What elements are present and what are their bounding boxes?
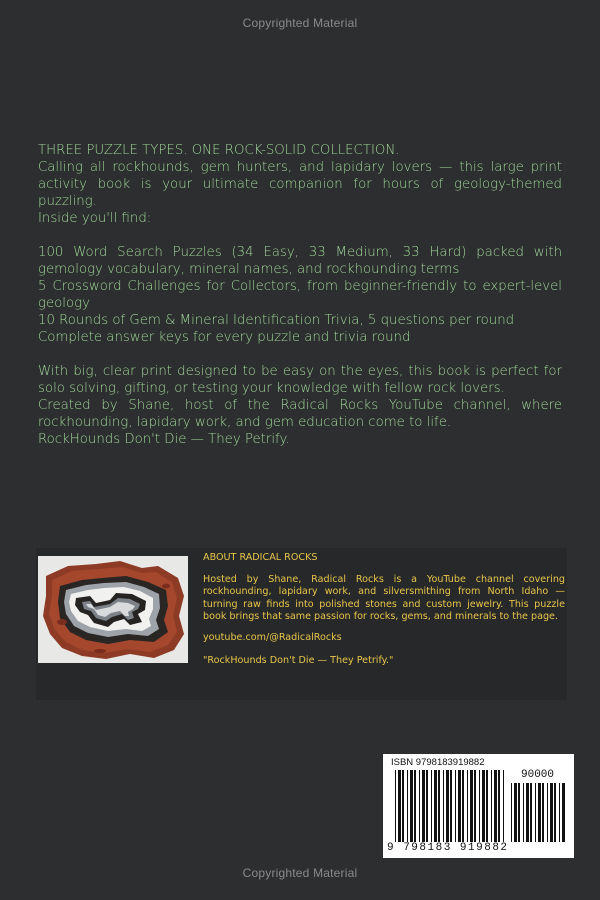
barcode-bar — [535, 783, 536, 842]
barcode-bar — [407, 770, 408, 842]
barcode-bar — [550, 783, 553, 842]
barcode-bar — [511, 783, 512, 842]
barcode-bar — [443, 770, 444, 842]
barcode-bar — [395, 770, 396, 842]
intro-paragraph: Calling all rockhounds, gem hunters, and lapidary lovers — this large print activity book is your ultimate companion for hours of geology-themed puzzling. — [38, 160, 562, 209]
barcode-bar — [503, 770, 504, 842]
barcode-bar — [446, 770, 449, 842]
about-description: Hosted by Shane, Radical Rocks is a YouTube channel covering rockhounding, lapidary work, and silversmithing from North Idaho — turning raw finds into polished stones and custom jewelry. This puzzle book brings that same passion for rocks, gems, and minerals to the page. — [203, 574, 565, 622]
about-section — [36, 548, 567, 700]
barcode-bar — [479, 770, 480, 842]
inside-label: Inside you'll find: — [38, 211, 152, 226]
barcode-bar — [455, 770, 456, 842]
barcode-bar — [434, 770, 437, 842]
about-heading: ABOUT RADICAL ROCKS — [203, 552, 318, 563]
barcode-bar — [547, 783, 548, 842]
barcode-bar — [530, 783, 532, 842]
isbn-barcode — [383, 754, 574, 858]
barcode-bar — [414, 770, 416, 842]
barcode-bar — [462, 770, 464, 842]
barcode-bar — [458, 770, 461, 842]
barcode-bar — [554, 783, 556, 842]
feature-trivia: 10 Rounds of Gem & Mineral Identification Trivia, 5 questions per round — [38, 313, 515, 328]
barcode-bar — [422, 770, 425, 842]
feature-answer-keys: Complete answer keys for every puzzle and trivia round — [38, 330, 411, 345]
barcode-bar — [438, 770, 440, 842]
polished-rock-slab-photo — [38, 556, 188, 663]
price-code: 90000 — [521, 769, 555, 781]
barcode-bar — [467, 770, 468, 842]
barcode-bar — [450, 770, 452, 842]
barcode-bar — [482, 770, 485, 842]
barcode-bar — [486, 770, 488, 842]
feature-crossword: 5 Crossword Challenges for Collectors, from beginner-friendly to expert-level geology — [38, 279, 562, 311]
isbn-digits: 9 798183 919882 — [387, 842, 509, 854]
barcode-bar — [562, 783, 565, 842]
barcode-bar — [523, 783, 524, 842]
tagline: RockHounds Don't Die — They Petrify. — [38, 432, 290, 447]
barcode-bar — [538, 783, 541, 842]
barcode-bar — [410, 770, 413, 842]
rock-slab-illustration — [38, 556, 188, 663]
copyright-watermark-top: Copyrighted Material — [242, 16, 358, 30]
about-quote: "RockHounds Don't Die — They Petrify." — [203, 655, 394, 667]
barcode-bar — [494, 770, 497, 842]
youtube-url: youtube.com/@RadicalRocks — [203, 632, 342, 644]
creator-paragraph: Created by Shane, host of the Radical Rocks YouTube channel, where rockhounding, lapidary work, and gem education come to life. — [38, 398, 562, 430]
barcode-bar — [491, 770, 492, 842]
closing-paragraph: With big, clear print designed to be easy on the eyes, this book is perfect for solo solving, gifting, or testing your knowledge with fellow rock lovers. — [38, 364, 562, 396]
barcode-bar — [474, 770, 476, 842]
spacer — [38, 346, 562, 363]
barcode-bar — [518, 783, 520, 842]
barcode-bar — [402, 770, 404, 842]
barcode-bar — [419, 770, 420, 842]
spacer — [38, 227, 562, 244]
copyright-watermark-bottom: Copyrighted Material — [242, 866, 358, 880]
about-text-block — [203, 552, 565, 678]
headline: THREE PUZZLE TYPES. ONE ROCK-SOLID COLLECTION. — [38, 143, 400, 158]
barcode-bar — [542, 783, 544, 842]
barcode-bar — [398, 770, 401, 842]
isbn-label: ISBN 9798183919882 — [391, 757, 485, 768]
barcode-bar — [559, 783, 560, 842]
barcode-bar — [526, 783, 529, 842]
barcode-bar — [514, 783, 517, 842]
barcode-bar — [470, 770, 473, 842]
barcode-bar — [498, 770, 500, 842]
barcode-bar — [431, 770, 432, 842]
feature-word-search: 100 Word Search Puzzles (34 Easy, 33 Medium, 33 Hard) packed with gemology vocabulary, mineral names, and rockhounding terms — [38, 245, 562, 277]
barcode-bar — [426, 770, 428, 842]
back-cover-description — [38, 142, 562, 448]
